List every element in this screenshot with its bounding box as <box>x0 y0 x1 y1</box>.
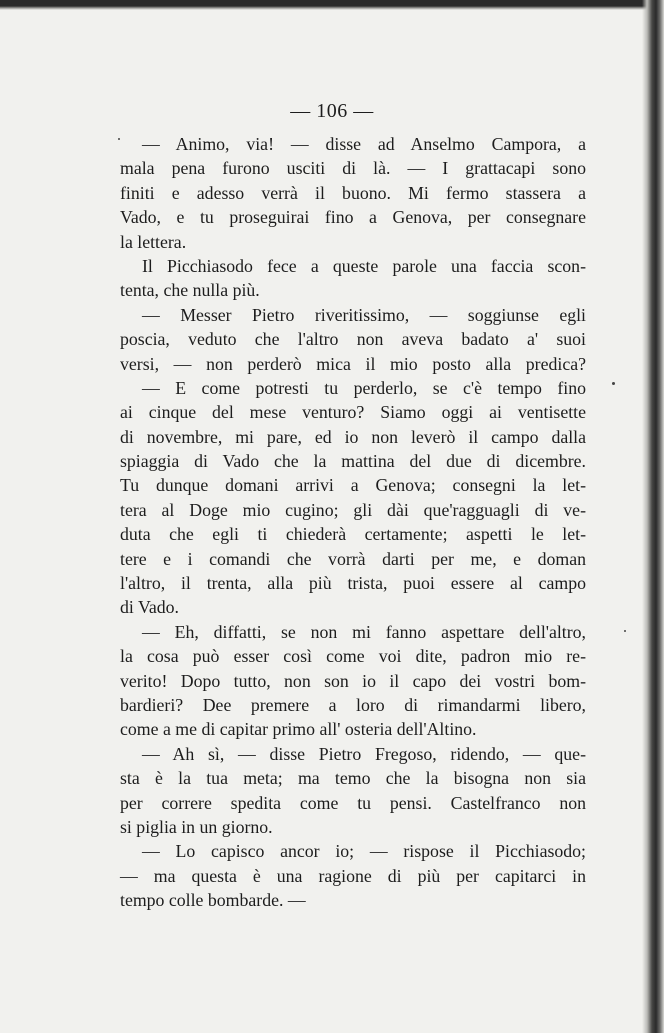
text-line: — Animo, via! — disse ad Anselmo Campora, a <box>142 134 586 154</box>
text-line: — ma questa è una ragione di più per capitarci in <box>120 865 586 886</box>
paper-speck <box>118 138 120 140</box>
paper-speck <box>624 630 626 632</box>
text-line: tere e i comandi che vorrà darti per me, e doman <box>120 548 586 569</box>
text-line: Il Picchiasodo fece a queste parole una faccia scon- <box>142 255 586 276</box>
text-line: ai cinque del mese venturo? Siamo oggi ai ventisette <box>120 402 586 423</box>
text-line: — E come potresti tu perderlo, se c'è tempo fino <box>142 377 586 398</box>
text-line: duta che egli ti chiederà certamente; aspetti le let- <box>120 524 586 545</box>
text-line: per correre spedita come tu pensi. Castelfranco non <box>120 792 586 813</box>
text-line: mala pena furono usciti di là. — I grattacapi sono <box>120 158 586 179</box>
text-line: versi, — non perderò mica il mio posto alla predica? <box>120 353 586 374</box>
text-line: la lettera. <box>120 231 187 252</box>
text-line: bardieri? Dee premere a loro di rimandarmi libero, <box>120 694 586 715</box>
text-line: di Vado. <box>120 597 179 618</box>
page-binding-edge <box>642 0 664 1033</box>
text-line: tenta, che nulla più. <box>120 280 260 301</box>
text-line: tempo colle bombarde. — <box>120 890 306 911</box>
text-line: l'altro, il trenta, alla più trista, puoi essere al campo <box>120 573 586 594</box>
text-line: Vado, e tu proseguirai fino a Genova, per consegnare <box>120 207 586 228</box>
text-line: — Messer Pietro riveritissimo, — soggiunse egli <box>142 304 586 325</box>
text-line: come a me di capitar primo all' osteria dell'Altino. <box>120 719 477 740</box>
text-line: finiti e adesso verrà il buono. Mi fermo stassera a <box>120 182 586 203</box>
paper-speck <box>612 382 615 385</box>
text-line: di novembre, mi pare, ed io non leverò il campo dalla <box>120 426 586 447</box>
text-line: si piglia in un giorno. <box>120 816 273 837</box>
text-line: — Ah sì, — disse Pietro Fregoso, ridendo, — que- <box>142 743 586 764</box>
text-line: la cosa può esser così come voi dite, padron mio re- <box>120 646 586 667</box>
text-line: Tu dunque domani arrivi a Genova; consegni la let- <box>120 475 586 496</box>
page-top-shadow <box>0 0 664 10</box>
text-line: spiaggia di Vado che la mattina del due di dicembre. <box>120 451 586 472</box>
text-line: sta è la tua meta; ma temo che la bisogna non sia <box>120 768 586 789</box>
text-line: — Lo capisco ancor io; — rispose il Picchiasodo; <box>142 841 586 862</box>
page-number: — 106 — <box>290 100 374 122</box>
text-line: — Eh, diffatti, se non mi fanno aspettare dell'altro, <box>142 621 586 642</box>
text-line: poscia, veduto che l'altro non aveva badato a' suoi <box>120 329 586 350</box>
text-line: verito! Dopo tutto, non son io il capo dei vostri bom- <box>120 670 586 691</box>
body-text <box>120 132 586 913</box>
text-line: tera al Doge mio cugino; gli dài que'ragguagli di ve- <box>120 499 586 520</box>
